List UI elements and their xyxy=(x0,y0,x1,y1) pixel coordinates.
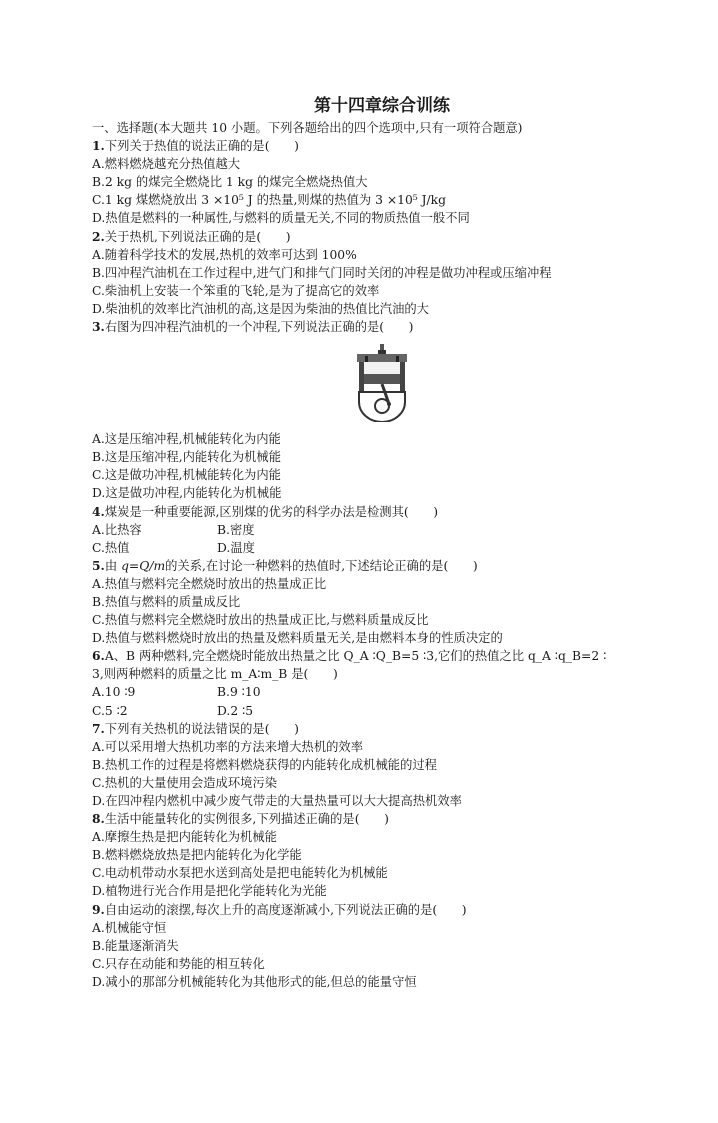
question-4-option-b: B.密度 xyxy=(217,522,255,537)
question-2-option-c: C.柴油机上安装一个笨重的飞轮,是为了提高它的效率 xyxy=(92,283,380,298)
question-2-stem: 2.关于热机,下列说法正确的是( ) xyxy=(92,228,291,244)
question-6-option-b: B.9 ∶10 xyxy=(217,685,261,700)
combustion-chamber xyxy=(364,362,400,374)
question-5-option-b: B.热值与燃料的质量成反比 xyxy=(92,594,241,609)
engine-cylinder-diagram xyxy=(353,344,411,422)
question-7-option-c: C.热机的大量使用会造成环境污染 xyxy=(92,775,278,790)
question-1-stem: 1.下列关于热值的说法正确的是( ) xyxy=(92,138,299,154)
question-3-option-d: D.这是做功冲程,内能转化为机械能 xyxy=(92,486,282,501)
question-2-option-b: B.四冲程汽油机在工作过程中,进气门和排气门同时关闭的冲程是做功冲程或压缩冲程 xyxy=(92,265,552,280)
question-9-stem: 9.自由运动的滚摆,每次上升的高度逐渐减小,下列说法正确的是( ) xyxy=(92,901,467,917)
question-6-stem-line-1: 6.A、B 两种燃料,完全燃烧时能放出热量之比 Q_A ∶Q_B=5 ∶3,它们的热值之比 q_A ∶q_B=2 ∶ xyxy=(92,648,607,664)
spark-plug xyxy=(380,344,384,351)
question-5-option-d: D.热值与燃料燃烧时放出的热量及燃料质量无关,是由燃料本身的性质决定的 xyxy=(92,631,503,646)
cylinder-head xyxy=(357,354,407,362)
question-9-option-c: C.只存在动能和势能的相互转化 xyxy=(92,956,265,971)
question-1-option-a: A.燃料燃烧越充分热值越大 xyxy=(92,157,241,172)
question-9-option-a: A.机械能守恒 xyxy=(92,920,167,935)
question-4-options-row-2 xyxy=(92,539,692,557)
crank-pin xyxy=(387,402,391,406)
question-3-option-a: A.这是压缩冲程,机械能转化为内能 xyxy=(92,432,281,447)
question-4-option-d: D.温度 xyxy=(217,540,255,555)
piston xyxy=(364,374,400,384)
question-8-option-d: D.植物进行光合作用是把化学能转化为光能 xyxy=(92,884,327,899)
question-5-stem: 5.由 q=Q/m的关系,在讨论一种燃料的热值时,下述结论正确的是( ) xyxy=(92,557,478,573)
question-6-option-a: A.10 ∶9 xyxy=(92,685,136,700)
crankcase xyxy=(359,392,405,422)
question-6-stem-line-2: 3,则两种燃料的质量之比 m_A∶m_B 是( ) xyxy=(92,667,338,682)
question-1-option-b: B.2 kg 的煤完全燃烧比 1 kg 的煤完全燃烧热值大 xyxy=(92,175,368,190)
question-4-stem: 4.煤炭是一种重要能源,区别煤的优劣的科学办法是检测其( ) xyxy=(92,503,439,519)
question-7-option-b: B.热机工作的过程是将燃料燃烧获得的内能转化成机械能的过程 xyxy=(92,757,437,772)
question-4-options-row-1 xyxy=(92,521,692,539)
question-4-option-c: C.热值 xyxy=(92,540,130,555)
question-6-option-c: C.5 ∶2 xyxy=(92,703,128,718)
question-3-option-c: C.这是做功冲程,机械能转化为内能 xyxy=(92,468,281,483)
spark-plug-base xyxy=(378,350,386,354)
question-8-option-b: B.燃料燃烧放热是把内能转化为化学能 xyxy=(92,848,302,863)
question-2-option-a: A.随着科学技术的发展,热机的效率可达到 100% xyxy=(92,247,357,262)
cylinder-wall-left xyxy=(359,362,364,392)
worksheet-page xyxy=(92,93,692,991)
question-9-option-d: D.减小的那部分机械能转化为其他形式的能,但总的能量守恒 xyxy=(92,974,417,989)
question-3-stem: 3.右图为四冲程汽油机的一个冲程,下列说法正确的是( ) xyxy=(92,319,414,335)
section-heading: 一、选择题(本大题共 10 小题。下列各题给出的四个选项中,只有一项符合题意) xyxy=(92,121,523,135)
question-4-option-a: A.比热容 xyxy=(92,522,142,537)
question-7-stem: 7.下列有关热机的说法错误的是( ) xyxy=(92,720,299,736)
cylinder-wall-right xyxy=(400,362,405,392)
question-1-option-c: C.1 kg 煤燃烧放出 3 ×10⁵ J 的热量,则煤的热值为 3 ×10⁵ J/kg xyxy=(92,193,447,208)
question-5-option-c: C.热值与燃料完全燃烧时放出的热量成正比,与燃料质量成反比 xyxy=(92,613,429,628)
question-8-option-a: A.摩擦生热是把内能转化为机械能 xyxy=(92,830,277,845)
heat-value-formula: q=Q/m xyxy=(121,558,166,573)
question-8-option-c: C.电动机带动水泵把水送到高处是把电能转化为机械能 xyxy=(92,866,388,881)
question-1-option-d: D.热值是燃料的一种属性,与燃料的质量无关,不同的物质热值一般不同 xyxy=(92,211,470,226)
question-6-options-row-1 xyxy=(92,683,692,701)
question-6-option-d: D.2 ∶5 xyxy=(217,703,254,718)
question-3-option-b: B.这是压缩冲程,内能转化为机械能 xyxy=(92,450,282,465)
question-5-option-a: A.热值与燃料完全燃烧时放出的热量成正比 xyxy=(92,576,327,591)
question-9-option-b: B.能量逐渐消失 xyxy=(92,938,179,953)
question-2-option-d: D.柴油机的效率比汽油机的高,这是因为柴油的热值比汽油的大 xyxy=(92,301,429,316)
engine-stroke-figure xyxy=(72,336,692,430)
question-6-options-row-2 xyxy=(92,702,692,720)
question-7-option-d: D.在四冲程内燃机中减少废气带走的大量热量可以大大提高热机效率 xyxy=(92,794,462,808)
question-7-option-a: A.可以采用增大热机功率的方法来增大热机的效率 xyxy=(92,739,364,754)
page-title: 第十四章综合训练 xyxy=(314,96,450,116)
question-8-stem: 8.生活中能量转化的实例很多,下列描述正确的是( ) xyxy=(92,811,389,827)
